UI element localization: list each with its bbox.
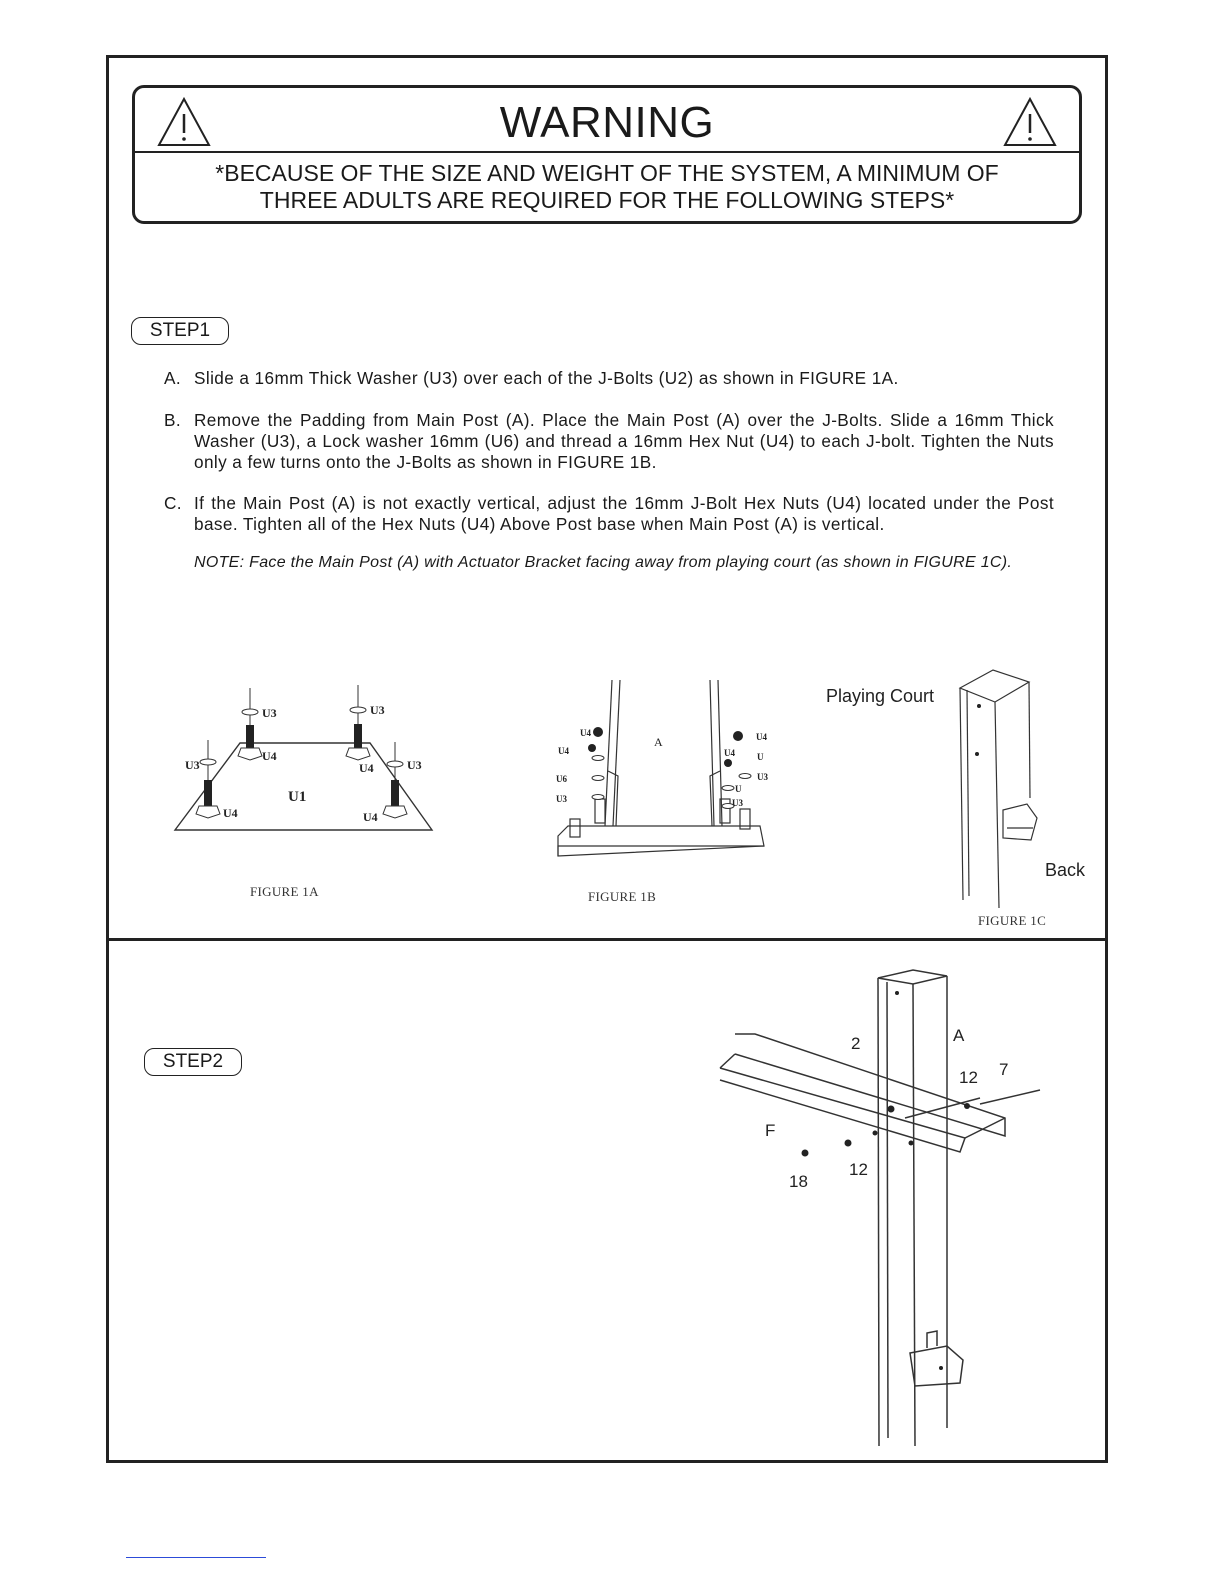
fig1a-label: U4 (359, 761, 374, 775)
fig1b-label: U3 (732, 798, 743, 808)
instruction-letter: B. (164, 410, 182, 430)
fig1a-label: U4 (223, 806, 238, 820)
step2-part-label: 7 (999, 1060, 1009, 1079)
fig1b-label: U3 (556, 794, 567, 804)
figure-1b-drawing (550, 676, 790, 866)
fig1a-label: U3 (185, 758, 200, 772)
fig1b-label: U (735, 784, 742, 794)
instruction-text: Slide a 16mm Thick Washer (U3) over each of the J-Bolts (U2) as shown in FIGURE 1A. (194, 368, 899, 388)
back-label: Back (1045, 860, 1086, 880)
fig1b-label: U6 (556, 774, 567, 784)
figure-1c-caption: FIGURE 1C (978, 913, 1047, 928)
fig1b-label: U4 (724, 748, 735, 758)
instruction-letter: A. (164, 368, 182, 388)
instruction-text: If the Main Post (A) is not exactly vertical, adjust the 16mm J-Bolt Hex Nuts (U4) located under the Post base. Tighten all of the Hex Nuts (U4) Above Post base when Main Post (A) is vertical. (194, 493, 1054, 534)
section-divider (106, 938, 1108, 941)
warning-rule (135, 151, 1079, 153)
step2-part-label: 2 (851, 1034, 861, 1053)
fig1a-label: U4 (262, 749, 277, 763)
fig1b-label: U4 (580, 728, 591, 738)
fig1a-label: U1 (288, 789, 307, 805)
warning-line-1: *BECAUSE OF THE SIZE AND WEIGHT OF THE SYSTEM, A MINIMUM OF (215, 160, 999, 186)
step2-part-label: 12 (849, 1160, 868, 1179)
fig1b-label: U (757, 752, 764, 762)
fig1a-label: U3 (370, 703, 385, 717)
instruction-letter: C. (164, 493, 182, 513)
figure-1a-drawing (170, 680, 440, 840)
fig1b-label: A (654, 735, 663, 749)
fig1a-label: U3 (407, 758, 422, 772)
step2-part-label: A (953, 1026, 965, 1045)
playing-court-label: Playing Court (826, 686, 935, 706)
fig1a-label: U4 (363, 810, 378, 824)
step2-part-label: F (765, 1121, 776, 1140)
figure-1a-caption: FIGURE 1A (250, 884, 319, 899)
fig1b-label: U4 (756, 732, 767, 742)
step1-instruction-c (164, 493, 1054, 535)
fig1b-label: U3 (757, 772, 768, 782)
fig1b-label: U4 (558, 746, 569, 756)
step1-label: STEP1 (131, 317, 229, 345)
footer-link-line (126, 1557, 266, 1558)
step2-label: STEP2 (144, 1048, 242, 1076)
step2-part-label: 12 (959, 1068, 978, 1087)
step2-part-label: 18 (789, 1172, 808, 1191)
step1-instruction-a (164, 368, 1054, 389)
step2-drawing (715, 968, 1065, 1448)
warning-box (132, 85, 1082, 224)
step1-note: NOTE: Face the Main Post (A) with Actuator Bracket facing away from playing court (as shown in FIGURE 1C). (194, 554, 1013, 571)
fig1a-label: U3 (262, 706, 277, 720)
step1-instruction-b (164, 410, 1054, 473)
warning-text (135, 160, 1079, 214)
warning-line-2: THREE ADULTS ARE REQUIRED FOR THE FOLLOWING STEPS* (259, 187, 955, 213)
warning-title: WARNING (499, 98, 715, 147)
instruction-text: Remove the Padding from Main Post (A). Place the Main Post (A) over the J-Bolts. Slide a 16mm Thick Washer (U3), a Lock washer 16mm (U6) and thread a 16mm Hex Nut (U4) to each J-bolt. Tighten the Nuts only a few turns onto the J-Bolts as shown in FIGURE 1B. (194, 410, 1054, 472)
figure-1b-caption: FIGURE 1B (588, 889, 657, 904)
